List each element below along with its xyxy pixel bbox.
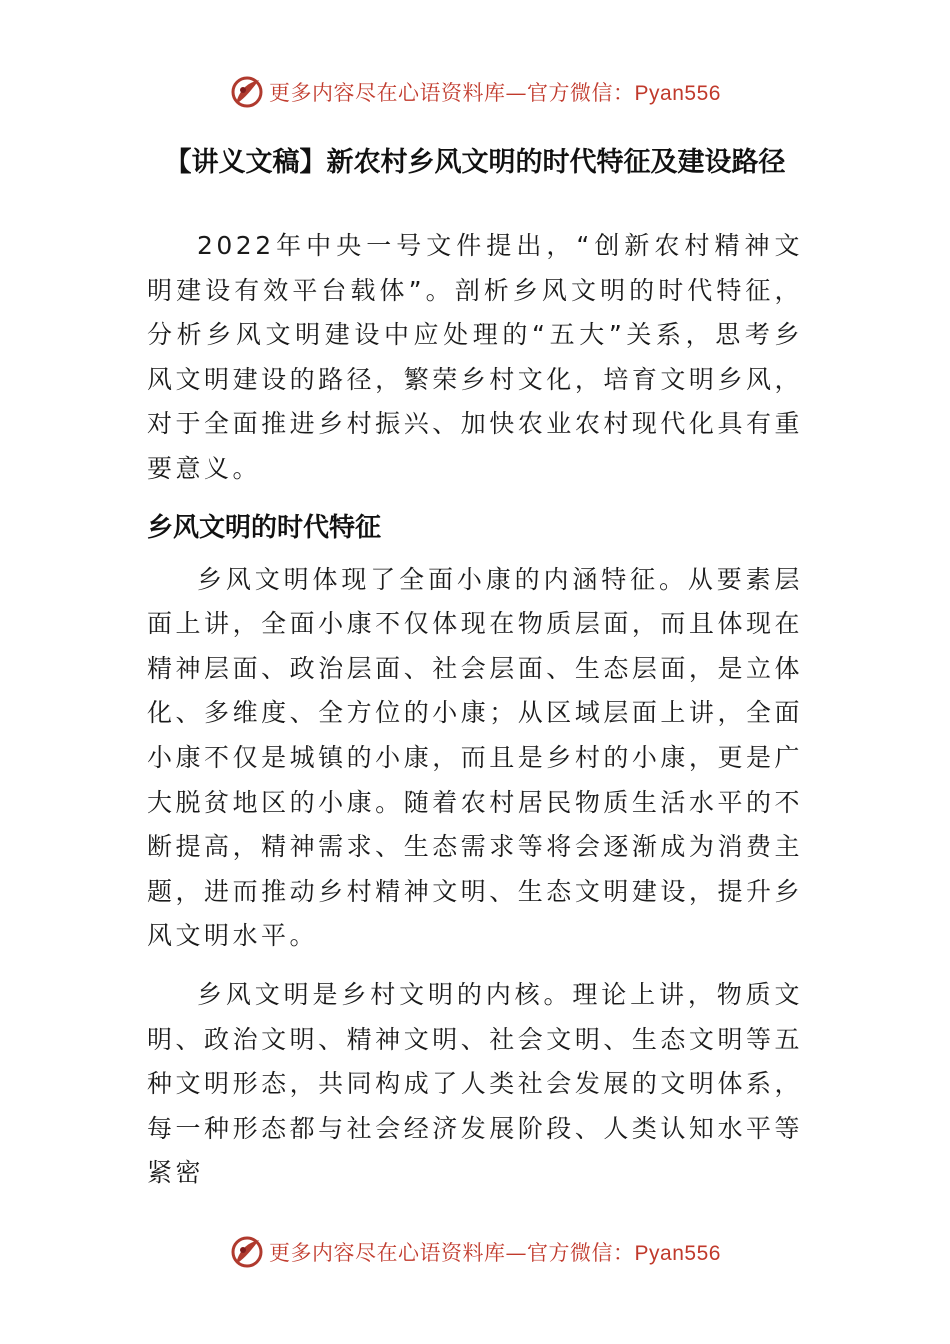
header-banner-text: 更多内容尽在心语资料库—官方微信：Pyan556	[269, 81, 721, 105]
document-body	[147, 224, 803, 1210]
footer-banner	[0, 1232, 950, 1272]
document-title: 【讲义文稿】新农村乡风文明的时代特征及建设路径	[164, 147, 786, 178]
library-logo-icon	[229, 1234, 265, 1270]
header-banner	[0, 72, 950, 112]
intro-paragraph: 2022年中央一号文件提出，“创新农村精神文明建设有效平台载体”。剖析乡风文明的时代特征，分析乡风文明建设中应处理的“五大”关系，思考乡风文明建设的路径，繁荣乡村文化，培育文明乡风，对于全面推进乡村振兴、加快农业农村现代化具有重要意义。	[147, 231, 803, 483]
body-paragraph-2: 乡风文明是乡村文明的内核。理论上讲，物质文明、政治文明、精神文明、社会文明、生态文明等五种文明形态，共同构成了人类社会发展的文明体系，每一种形态都与社会经济发展阶段、人类认知水平等紧密	[147, 979, 803, 1188]
library-logo-icon	[229, 74, 265, 110]
section-heading: 乡风文明的时代特征	[147, 512, 382, 543]
footer-banner-text: 更多内容尽在心语资料库—官方微信：Pyan556	[269, 1241, 721, 1265]
body-paragraph-1: 乡风文明体现了全面小康的内涵特征。从要素层面上讲，全面小康不仅体现在物质层面，而且体现在精神层面、政治层面、社会层面、生态层面，是立体化、多维度、全方位的小康；从区域层面上讲，全面小康不仅是城镇的小康，而且是乡村的小康，更是广大脱贫地区的小康。随着农村居民物质生活水平的不断提高，精神需求、生态需求等将会逐渐成为消费主题，进而推动乡村精神文明、生态文明建设，提升乡风文明水平。	[147, 564, 803, 951]
